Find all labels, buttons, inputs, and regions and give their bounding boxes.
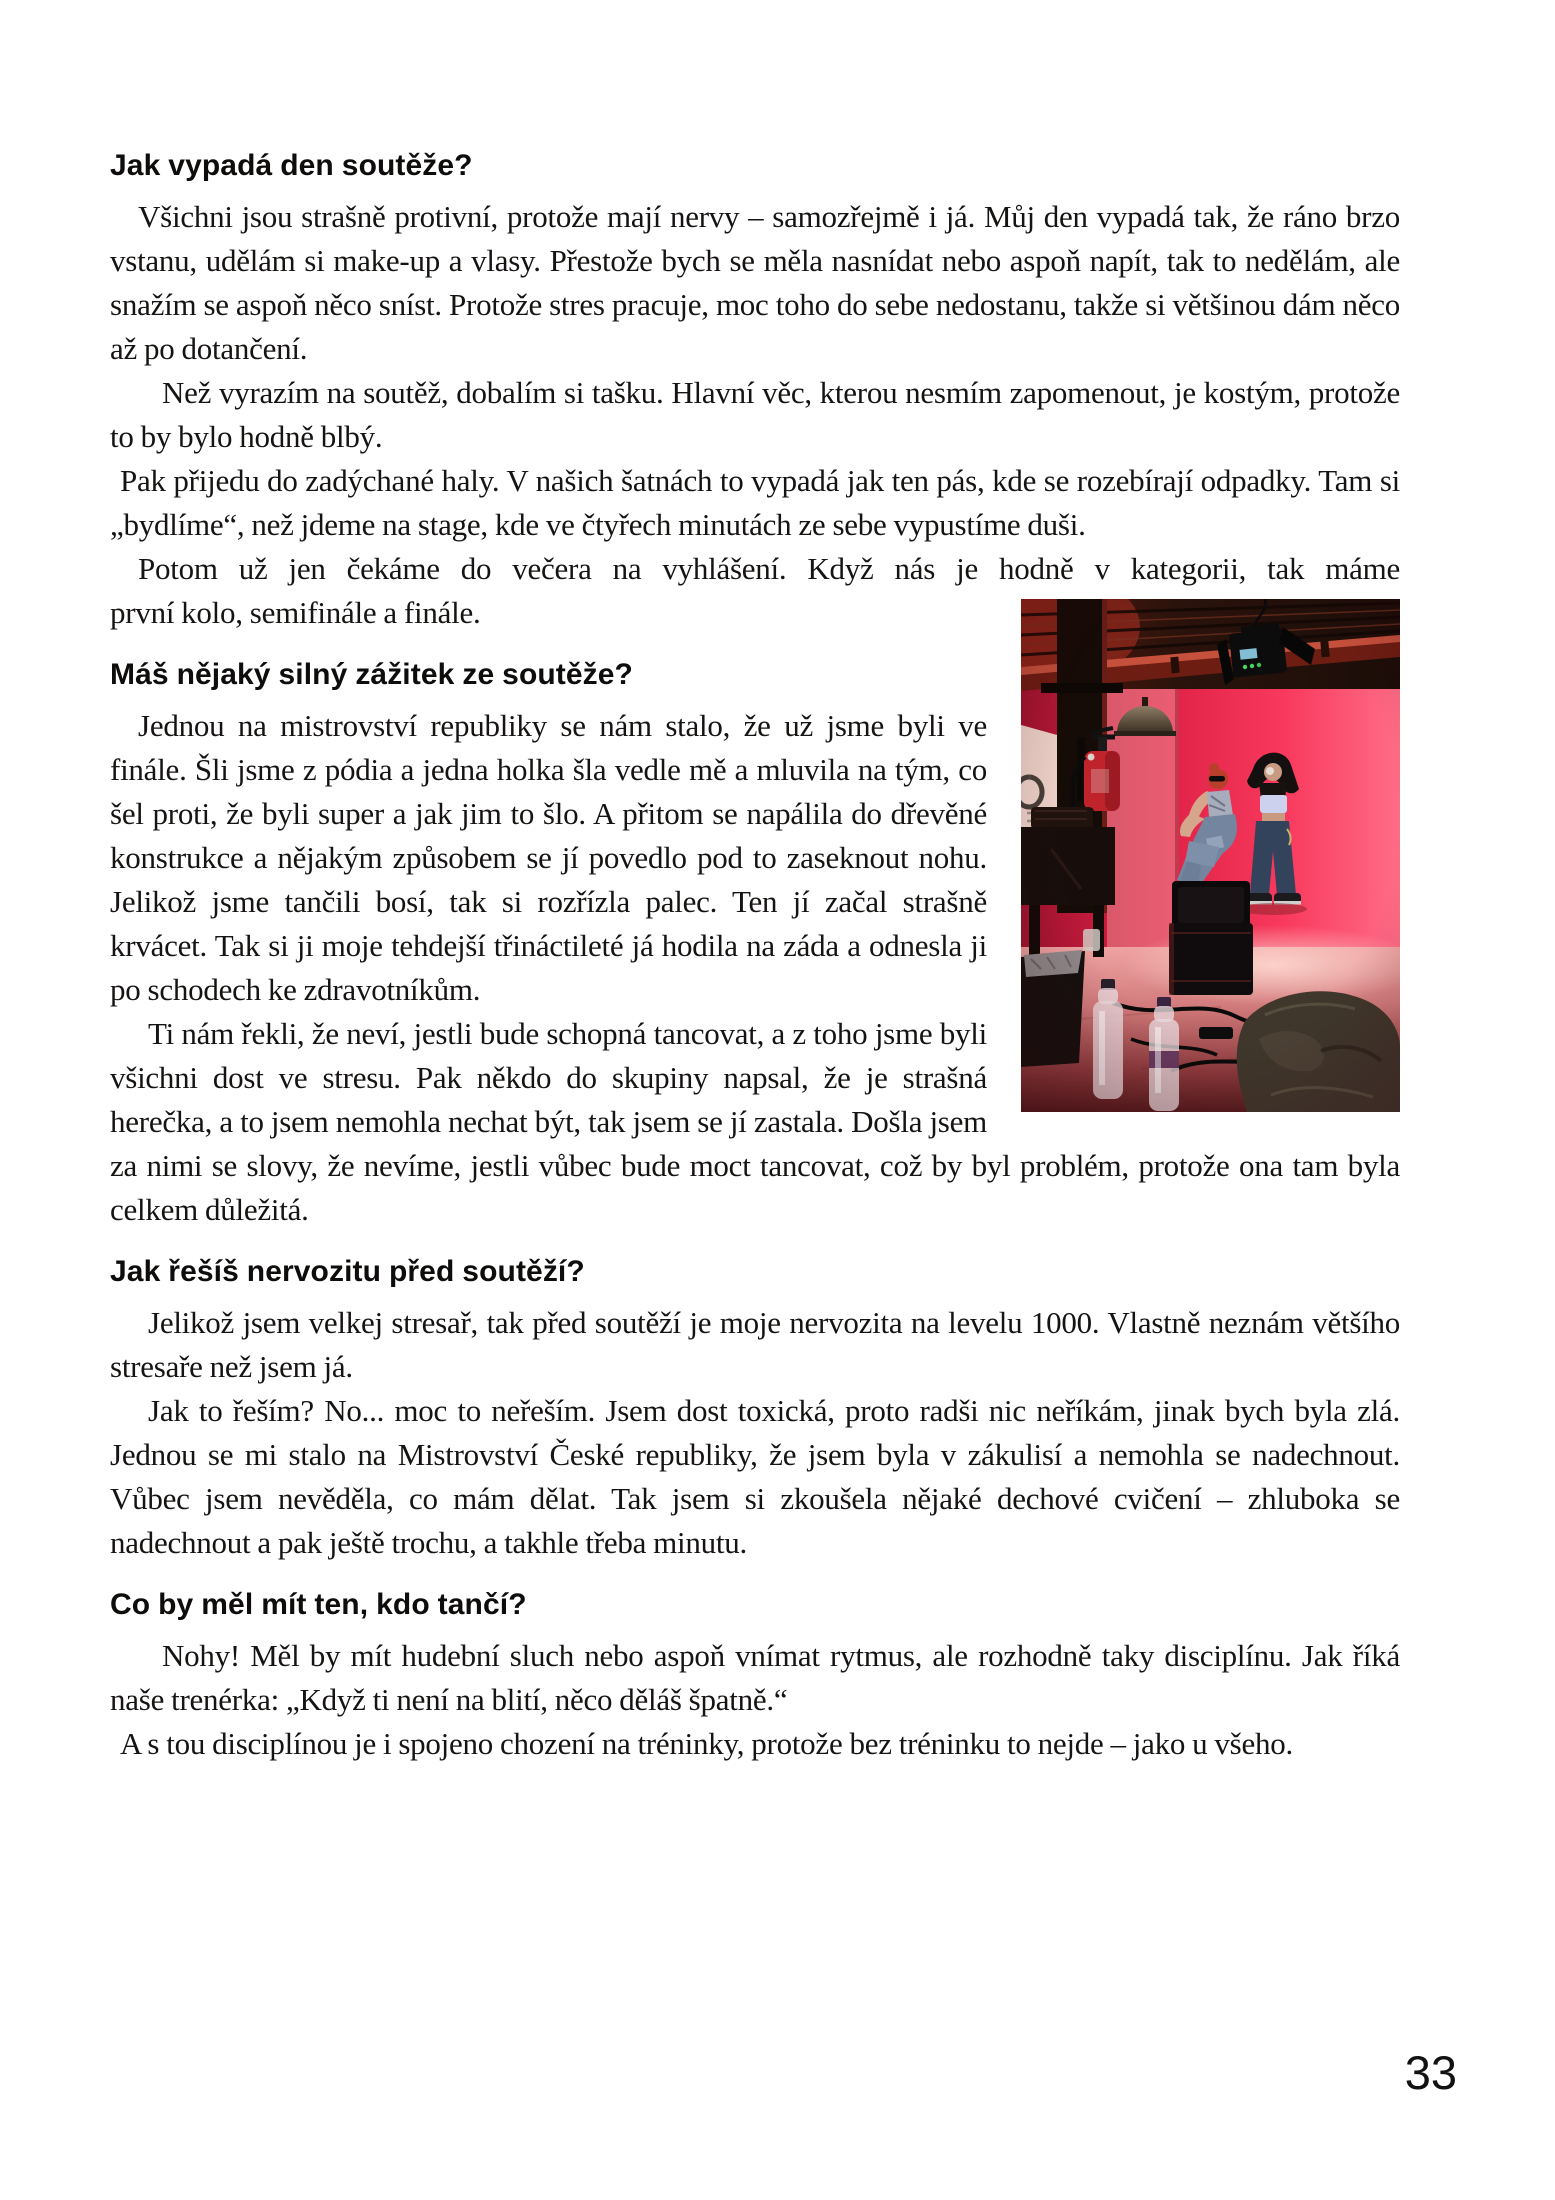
vignette-overlay [1021, 599, 1400, 1112]
paragraph: A s tou disciplínou je i spojeno chození na tréninky, protože bez tréninku to nejde – jako u všeho. [120, 1726, 1293, 1761]
paragraph: první kolo, semifinále a finále. [110, 595, 481, 630]
red-studio-photo-illustration [1021, 599, 1400, 1112]
paragraph: Než vyrazím na soutěž, dobalím si tašku. Hlavní věc, kterou nesmím zapomenout, je kostým, protože to by bylo hodně blbý. [110, 375, 1400, 454]
question-heading: Jak vypadá den soutěže? [110, 149, 473, 182]
article-content [110, 140, 1400, 1766]
question-heading: Co by měl mít ten, kdo tančí? [110, 1588, 527, 1621]
question-heading: Jak řešíš nervozitu před soutěží? [110, 1255, 585, 1288]
paragraph: Nohy! Měl by mít hudební sluch nebo aspoň vnímat rytmus, ale rozhodně taky disciplínu. Jak říká naše trenérka: „Když ti není na blití, něco děláš špatně.“ [110, 1638, 1400, 1717]
paragraph: Pak přijedu do zadýchané haly. V našich šatnách to vypadá jak ten pás, kde se rozebírají odpadky. Tam si „bydlíme“, než jdeme na stage, kde ve čtyřech minutách ze sebe vypustíme duši. [110, 463, 1400, 542]
paragraph: Jednou na mistrovství republiky se nám stalo, že už jsme byli ve finále. Šli jsme z pódia a jedna holka šla vedle mě a mluvila na tým, co šel proti, že byli super a jak jim to šlo. A přitom se napálila do dřevěné konstrukce a nějakým způsobem se jí povedlo pod to zaseknout nohu. Jelikož jsme tančili bosí, tak si rozřízla palec. Ten jí začal strašně krvácet. Tak si ji moje tehdejší třináctileté já hodila na záda a odnesla ji po schodech ke zdravotníkům. [110, 708, 987, 1007]
article-photo [1021, 599, 1400, 1112]
paragraph: Ti nám řekli, že neví, jestli bude schopná tancovat, a z toho jsme byli všichni dost ve stresu. Pak někdo do skupiny napsal, že je strašná herečka, a to jsem nemohla nechat být, tak jsem se jí zastala. Došla jsem za nimi se slovy, že nevíme, jestli vůbec bude moct tancovat, což by byl problém, protože ona tam byla celkem důležitá. [110, 1016, 1400, 1227]
paragraph: Všichni jsou strašně protivní, protože mají nervy – samozřejmě i já. Můj den vypadá tak, že ráno brzo vstanu, udělám si make-up a vlasy. Přestože bych se měla nasnídat nebo aspoň napít, tak to nedělám, ale snažím se aspoň něco sníst. Protože stres pracuje, moc toho do sebe nedostanu, takže si většinou dám něco až po dotančení. [110, 199, 1400, 366]
page-number: 33 [1404, 2046, 1457, 2099]
question-heading: Máš nějaký silný zážitek ze soutěže? [110, 658, 633, 691]
paragraph: Potom už jen čekáme do večera na vyhlášení. Když nás je hodně v kategorii, tak máme [138, 551, 1400, 586]
paragraph: Jak to řeším? No... moc to neřeším. Jsem dost toxická, proto radši nic neříkám, jinak bych byla zlá. Jednou se mi stalo na Mistrovství České republiky, že jsem byla v zákulisí a nemohla se nadechnout. Vůbec jsem nevěděla, co mám dělat. Tak jsem si zkoušela nějaké dechové cvičení – zhluboka se nadechnout a pak ještě trochu, a takhle třeba minutu. [110, 1393, 1400, 1560]
paragraph: Jelikož jsem velkej stresař, tak před soutěží je moje nervozita na levelu 1000. Vlastně neznám většího stresaře než jsem já. [110, 1305, 1400, 1384]
